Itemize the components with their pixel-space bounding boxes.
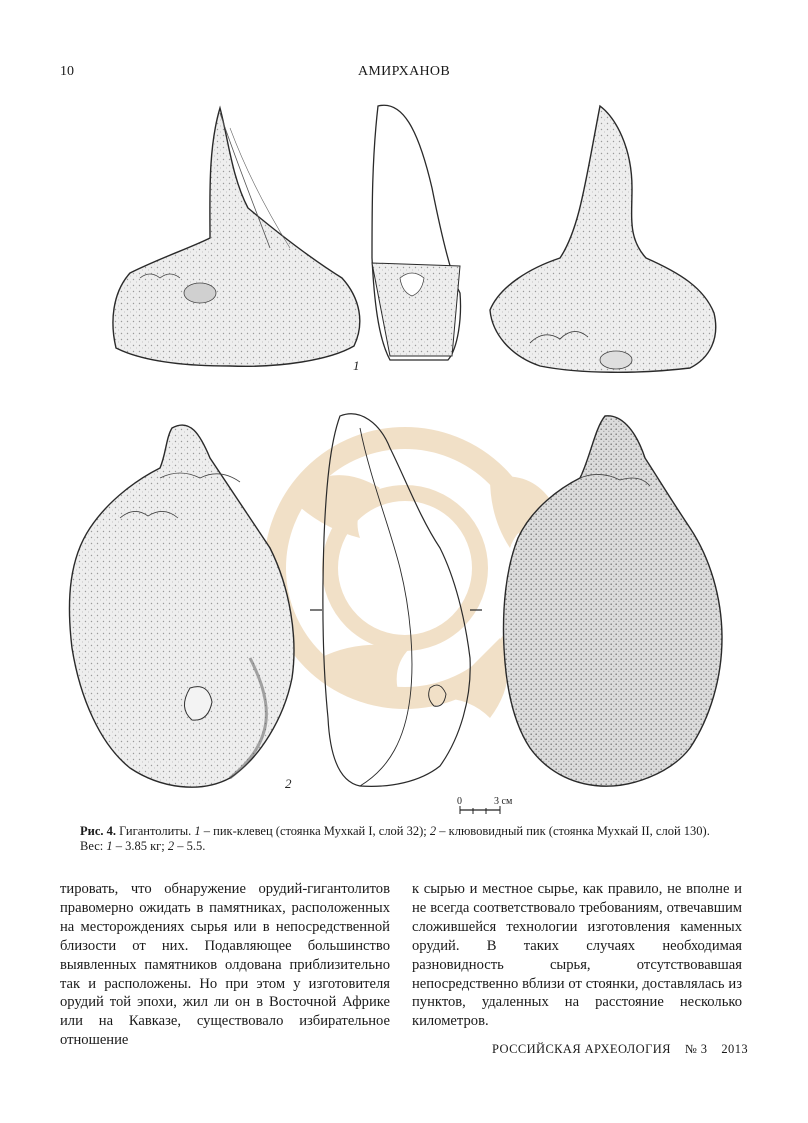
caption-n1: 1 [194, 824, 201, 838]
caption-text-a: Гигантолиты. [116, 824, 195, 838]
caption-label: Рис. 4. [80, 824, 117, 838]
journal-footer [478, 1042, 748, 1057]
figure-caption [80, 824, 740, 854]
figure-4 [60, 98, 750, 818]
scale-end: 3 см [494, 796, 513, 807]
artifact-1-right-view [490, 106, 716, 372]
caption-text-b: – пик-клевец (стоянка Мухкай I, слой 32); [200, 824, 430, 838]
caption-weight-label: Вес: [80, 839, 107, 853]
footer-issue: № 3 [684, 1042, 708, 1056]
caption-w1-n: 1 [106, 839, 113, 853]
scale-bar [457, 796, 513, 814]
body-column-right: к сырью и местное сырье, как правило, не вполне и не всегда соответствовало требованиям, отвечавшим сложившейся технологии изготовления каменных орудий. В таких случаях необходимая разновидность сырья, отсутствовавшая непосредственно вблизи от стоянки, доставлялась из пунктов, удаленных на расстояние несколько километров. [412, 881, 742, 1030]
caption-w2-v: – 5.5. [174, 839, 206, 853]
figure-label-1: 1 [353, 358, 360, 373]
artifact-1-left-view [113, 108, 360, 366]
page-number: 10 [60, 64, 74, 79]
caption-n2: 2 [429, 824, 437, 838]
caption-text-c: – клювовидный пик (стоянка Мухкай II, слой 130). [436, 824, 710, 838]
footer-journal: РОССИЙСКАЯ АРХЕОЛОГИЯ [492, 1042, 671, 1056]
scale-zero: 0 [457, 796, 462, 807]
footer-year: 2013 [721, 1042, 748, 1056]
artifact-2-right-view [504, 416, 722, 786]
caption-w2-n: 2 [167, 839, 175, 853]
artifact-2-left-view [69, 425, 294, 787]
figure-label-2: 2 [285, 776, 292, 791]
body-column-left: тировать, что обнаружение орудий-гигантолитов правомерно ожидать в памятниках, расположенных на месторождениях сырья или в непосредственной близости от них. Подавляющее большинство выявленных памятников олдована приблизительно так и расположены. Но при этом у изготовителя орудий той эпохи, жил ли он в Восточной Африке или на Кавказе, существовало избирательное отношение [60, 881, 390, 1049]
caption-w1-v: – 3.85 кг; [112, 839, 168, 853]
running-title: АМИРХАНОВ [358, 64, 450, 79]
